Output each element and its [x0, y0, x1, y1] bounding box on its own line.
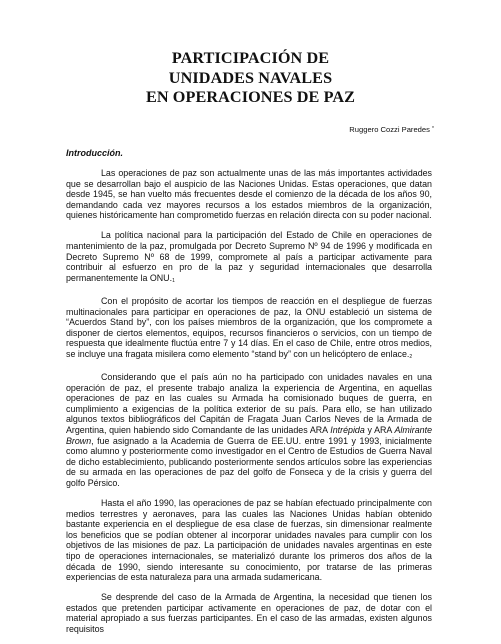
paragraph-2: [66, 230, 432, 286]
title-line-3: EN OPERACIONES DE PAZ: [145, 88, 356, 107]
paragraph-4-text-c: , fue asignado a la Academia de Guerra de EE.UU. entre 1991 y 1993, inicialmente como alumno y posteriormente como investigador en el Centro de Estudios de Guerra Naval de dicho establecimiento, publicando posteriormente sendos artículos sobre las experiencias de su armada en las operaciones de paz del golfo de Fonseca y de la crisis y guerra del golfo Pérsico.: [66, 435, 432, 488]
ship-name-almirante-brown: Almirante Brown: [66, 424, 433, 446]
paragraph-4-text-b: y ARA: [364, 424, 395, 435]
paragraph-2-text: La política nacional para la participación del Estado de Chile en operaciones de mantenimiento de la paz, promulgada por Decreto Supremo Nº 94 de 1996 y modificada en Decreto Supremo Nº 68 de 1999, compromete al país a participar activamente para contribuir al esfuerzo en pro de la paz y seguridad internacionales que desarrolla permanentemente la ONU.: [66, 230, 432, 283]
paragraph-5-text: Hasta el año 1990, las operaciones de paz se habían efectuado principalmente con medios terrestres y aeronaves, para las cuales las Naciones Unidas habían obtenido bastante experiencia en el despliegue de esa clase de fuerzas, sin dimensionar realmente los beneficios que se podían obtener al incorporar unidades navales para cumplir con los objetivos de las misiones de paz. La participación de unidades navales argentinas en este tipo de operaciones internacionales, se materializó durante los primeros dos años de la década de 1990, siendo interesante su conocimiento, por tratarse de las primeras experiencias de esta naturaleza para una armada sudamericana.: [66, 498, 432, 583]
ship-name-intrepida: Intrépida: [330, 424, 365, 435]
document-title: [0, 49, 501, 108]
footnote-ref-2: 2: [409, 353, 413, 360]
paragraph-4: [66, 372, 432, 489]
paragraph-1: [66, 168, 432, 221]
paragraph-6-text: Se desprende del caso de la Armada de Argentina, la necesidad que tienen los estados que pretenden participar activamente en operaciones de paz, de dotar con el material apropiado a sus fuerzas participantes. En el caso de las armadas, existen algunos requisitos: [66, 592, 432, 635]
paragraph-6: [66, 592, 432, 634]
title-line-1: PARTICIPACIÓN DE: [171, 49, 330, 67]
footnote-ref-1: 1: [172, 277, 175, 284]
author-footnote-mark: *: [432, 126, 434, 132]
author-name: Ruggero Cozzi Paredes: [349, 125, 430, 134]
paragraph-3-text: Con el propósito de acortar los tiempos de reacción en el despliegue de fuerzas multinacionales para participar en operaciones de paz, la ONU estableció un sistema de “Acuerdos Stand by”, con los países miembros de la organización, que los compromete a disponer de ciertos elementos, equipos, recursos financieros o servicios, con un tiempo de respuesta que idealmente fluctúa entre 7 y 14 días. En el caso de Chile, entre otros medios, se incluye una fragata misilera como elemento “stand by” con un helicóptero de enlace.: [66, 295, 432, 359]
body-text: [66, 168, 432, 644]
paragraph-1-text: Las operaciones de paz son actualmente unas de las más importantes actividades que se desarrollan bajo el auspicio de las Naciones Unidas. Estas operaciones, que datan desde 1945, se han vuelto más frecuentes desde el comienzo de la década de los años 90, demandando cada vez mayores recursos a los estados miembros de la organización, quienes históricamente han comprometido fuerzas en relación directa con su poder nacional.: [66, 168, 432, 221]
paragraph-5: [66, 498, 432, 583]
paragraph-4-text-a: Considerando que el país aún no ha participado con unidades navales en una operación de paz, el presente trabajo analiza la experiencia de Argentina, en aquellas operaciones de paz en las cuales su Armada ha comisionado buques de guerra, en cumplimiento a exigencias de la política exterior de su país. Para ello, se han utilizado algunos textos bibliográficos del Capitán de Fragata Juan Carlos Neves de la Armada de Argentina, quien habiendo sido Comandante de las unidades ARA: [66, 372, 432, 435]
section-heading: Introducción.: [66, 148, 123, 158]
paragraph-3: [66, 296, 432, 363]
author-line: [349, 125, 434, 134]
title-line-2: UNIDADES NAVALES: [168, 68, 333, 87]
